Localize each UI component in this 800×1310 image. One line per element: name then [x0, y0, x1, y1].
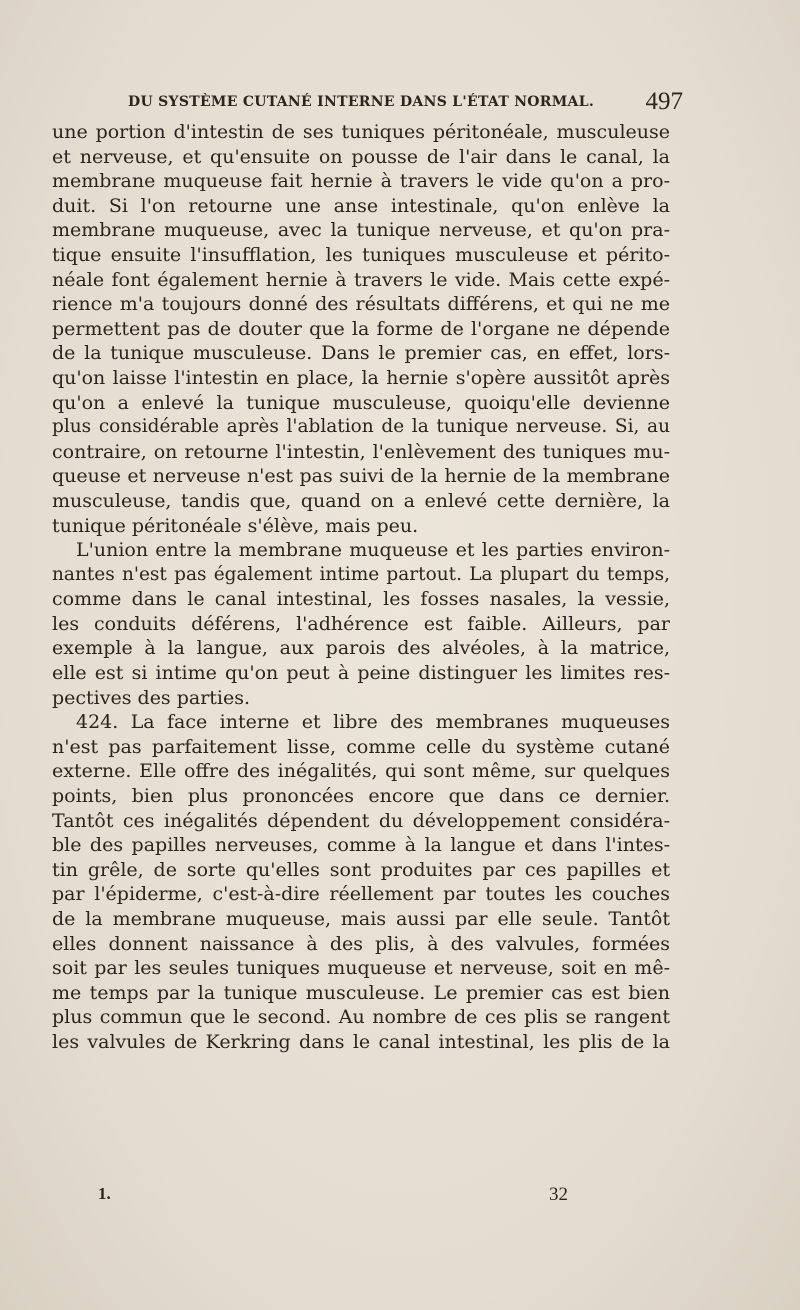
text-line: de la tunique musculeuse. Dans le premier cas, en effet, lors- — [52, 342, 670, 365]
text-line: ble des papilles nerveuses, comme à la langue et dans l'intes- — [52, 834, 670, 857]
text-line: par l'épiderme, c'est-à-dire réellement par toutes les couches — [52, 883, 670, 906]
text-line: qu'on laisse l'intestin en place, la hernie s'opère aussitôt après — [52, 366, 670, 389]
text-line: rience m'a toujours donné des résultats différens, et qui ne me — [52, 293, 670, 316]
body-text — [52, 120, 670, 1055]
text-line: duit. Si l'on retourne une anse intestinale, qu'on enlève la — [52, 194, 670, 217]
text-line: 424. La face interne et libre des membranes muqueuses — [76, 711, 670, 734]
signature-number: 32 — [549, 1184, 568, 1205]
text-line: et nerveuse, et qu'ensuite on pousse de l'air dans le canal, la — [52, 145, 670, 168]
text-line: membrane muqueuse, avec la tunique nerveuse, et qu'on pra- — [52, 219, 670, 242]
running-head: DU SYSTÈME CUTANÉ INTERNE DANS L'ÉTAT NORMAL. — [128, 94, 595, 110]
text-line: de la membrane muqueuse, mais aussi par elle seule. Tantôt — [52, 908, 670, 930]
text-line: néale font également hernie à travers le vide. Mais cette expé- — [52, 268, 670, 291]
text-line: n'est pas parfaitement lisse, comme celle du système cutané — [52, 735, 670, 758]
text-line: comme dans le canal intestinal, les fosses nasales, la vessie, — [52, 588, 670, 611]
text-line: pectives des parties. — [52, 686, 251, 709]
text-line: exemple à la langue, aux parois des alvéoles, à la matrice, — [52, 637, 670, 660]
text-line: membrane muqueuse fait hernie à travers le vide qu'on a pro- — [52, 170, 670, 193]
text-line: les conduits déférens, l'adhérence est faible. Ailleurs, par — [52, 612, 670, 635]
text-line: soit par les seules tuniques muqueuse et nerveuse, soit en mê- — [52, 957, 670, 980]
text-line: tin grêle, de sorte qu'elles sont produites par ces papilles et — [52, 858, 670, 881]
text-line: permettent pas de douter que la forme de l'organe ne dépende — [52, 317, 670, 340]
text-line: nantes n'est pas également intime partout. La plupart du temps, — [52, 563, 670, 585]
text-line: me temps par la tunique musculeuse. Le premier cas est bien — [52, 981, 670, 1004]
page-number: 497 — [645, 88, 683, 115]
text-line: queuse et nerveuse n'est pas suivi de la hernie de la membrane — [52, 465, 670, 488]
text-line: tunique péritonéale s'élève, mais peu. — [52, 514, 419, 537]
text-line: elle est si intime qu'on peut à peine distinguer les limites res- — [52, 662, 670, 685]
text-line: tique ensuite l'insufflation, les tuniques musculeuse et périto- — [52, 243, 670, 266]
text-line: Tantôt ces inégalités dépendent du développement considéra- — [52, 809, 670, 832]
text-line: plus commun que le second. Au nombre de ces plis se rangent — [52, 1006, 670, 1029]
text-line: les valvules de Kerkring dans le canal intestinal, les plis de la — [52, 1030, 670, 1053]
page-footer — [98, 1184, 568, 1210]
text-line: points, bien plus prononcées encore que dans ce dernier. — [52, 785, 670, 808]
text-line: une portion d'intestin de ses tuniques péritonéale, musculeuse — [52, 121, 670, 143]
text-line: elles donnent naissance à des plis, à des valvules, formées — [52, 932, 670, 955]
text-line: qu'on a enlevé la tunique musculeuse, quoiqu'elle devienne — [52, 391, 670, 414]
text-line: L'union entre la membrane muqueuse et les parties environ- — [76, 539, 670, 562]
signature-mark: 1. — [98, 1184, 111, 1203]
text-line: plus considérable après l'ablation de la tunique nerveuse. Si, au — [52, 416, 670, 438]
page-header — [128, 88, 683, 118]
text-line: musculeuse, tandis que, quand on a enlevé cette dernière, la — [52, 489, 670, 512]
text-line: contraire, on retourne l'intestin, l'enlèvement des tuniques mu- — [52, 440, 670, 463]
text-line: externe. Elle offre des inégalités, qui sont même, sur quelques — [52, 760, 670, 783]
